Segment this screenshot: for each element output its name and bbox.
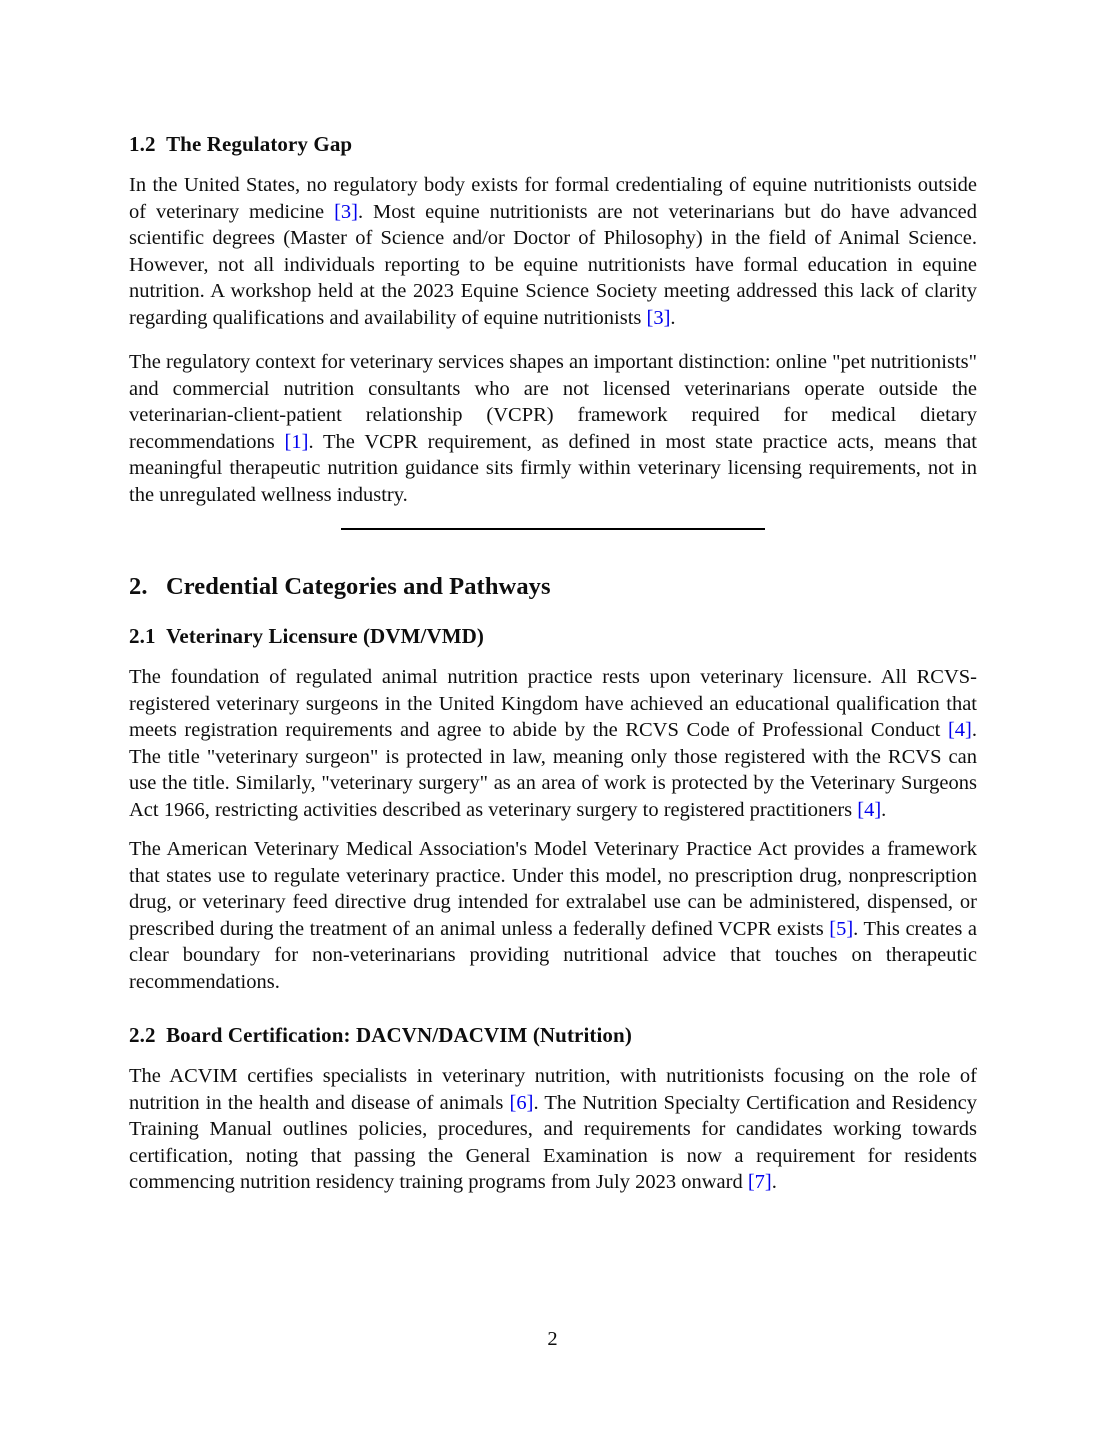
subsection-number: 1.2 — [129, 132, 156, 156]
citation-link[interactable]: [6] — [509, 1091, 534, 1114]
citation-link[interactable]: [5] — [829, 917, 854, 940]
section-number: 2. — [129, 573, 148, 601]
section-divider-rule — [341, 528, 765, 530]
page-number: 2 — [547, 1328, 558, 1350]
paragraph-text: . The VCPR requirement, as defined in most state practice acts, means that meaningful therapeutic nutrition guidance sits firmly within veterinary licensing requirements, not in the unregulated wellness industry. — [129, 430, 977, 506]
paragraph-text: . Most equine nutritionists are not veterinarians but do have advanced scientific degrees (Master of Science and/or Doctor of Philosophy) in the field of Animal Science. However, not all individuals reporting to be equine nutritionists have formal education in equine nutrition. A workshop held at the 2023 Equine Science Society meeting addressed this lack of clarity regarding qualifications and availability of equine nutritionists — [129, 200, 977, 329]
paragraph-text: . This creates a clear boundary for non-veterinarians providing nutritional advice that touches on therapeutic recommendations. — [129, 917, 978, 993]
paragraph — [129, 349, 977, 508]
paragraph — [129, 836, 977, 995]
citation-link[interactable]: [4] — [947, 719, 972, 742]
paragraph — [129, 172, 977, 331]
citation-link[interactable]: [3] — [646, 306, 671, 329]
paragraph-text: . — [771, 1171, 777, 1194]
citation-link[interactable]: [1] — [284, 430, 309, 453]
subsection-title: Veterinary Licensure (DVM/VMD) — [166, 623, 484, 648]
subsection-number: 2.1 — [129, 623, 156, 648]
subsection-heading-2-2 — [129, 1022, 977, 1048]
subsection-title: The Regulatory Gap — [166, 132, 353, 156]
paragraph — [129, 664, 977, 823]
subsection-heading-2-1 — [129, 623, 977, 649]
paragraph-text: . — [881, 798, 887, 821]
subsection-number: 2.2 — [129, 1023, 156, 1048]
citation-link[interactable]: [7] — [747, 1171, 772, 1194]
page-footer — [0, 1328, 1105, 1351]
paragraph-text: . The Nutrition Specialty Certification and Residency Training Manual outlines policies, procedures, and requirements for candidates working towards certification, noting that passing the General Examination is now a requirement for residents commencing nutrition residency training programs from July 2023 onward — [129, 1091, 978, 1194]
subsection-heading-1-2 — [129, 131, 977, 157]
section-heading-2 — [129, 572, 977, 603]
paragraph-text: . The title "veterinary surgeon" is protected in law, meaning only those registered with the RCVS can use the title. Similarly, "veterinary surgery" as an area of work is protected by the Veterinary Surgeons Act 1966, restricting activities described as veterinary surgery to registered practitioners — [129, 719, 977, 821]
paragraph-text: The foundation of regulated animal nutrition practice rests upon veterinary licensure. All RCVS-registered veterinary surgeons in the United Kingdom have achieved an educational qualification that meets registration requirements and agree to abide by the RCVS Code of Professional Conduct — [129, 666, 977, 742]
paragraph-text: In the United States, no regulatory body exists for formal credentialing of equine nutritionists outside of veterinary medicine — [129, 174, 977, 223]
paragraph-text: The ACVIM certifies specialists in veterinary nutrition, with nutritionists focusing on the role of nutrition in the health and disease of animals — [129, 1065, 977, 1114]
paragraph — [129, 1063, 977, 1196]
citation-link[interactable]: [4] — [857, 798, 882, 821]
paragraph-text: . — [670, 306, 676, 329]
subsection-title: Board Certification: DACVN/DACVIM (Nutrition) — [166, 1023, 632, 1048]
paragraph-text: The regulatory context for veterinary services shapes an important distinction: online "pet nutritionists" and commercial nutrition consultants who are not licensed veterinarians operate outside the veterinarian-client-patient relationship (VCPR) framework required for medical dietary recommendations — [129, 351, 977, 453]
paragraph-text: The American Veterinary Medical Association's Model Veterinary Practice Act provides a framework that states use to regulate veterinary practice. Under this model, no prescription drug, nonprescription drug, or veterinary feed directive drug intended for extralabel use can be administered, dispensed, or prescribed during the treatment of an animal unless a federally defined VCPR exists — [129, 838, 977, 940]
citation-link[interactable]: [3] — [334, 200, 358, 223]
section-title: Credential Categories and Pathways — [165, 573, 551, 601]
